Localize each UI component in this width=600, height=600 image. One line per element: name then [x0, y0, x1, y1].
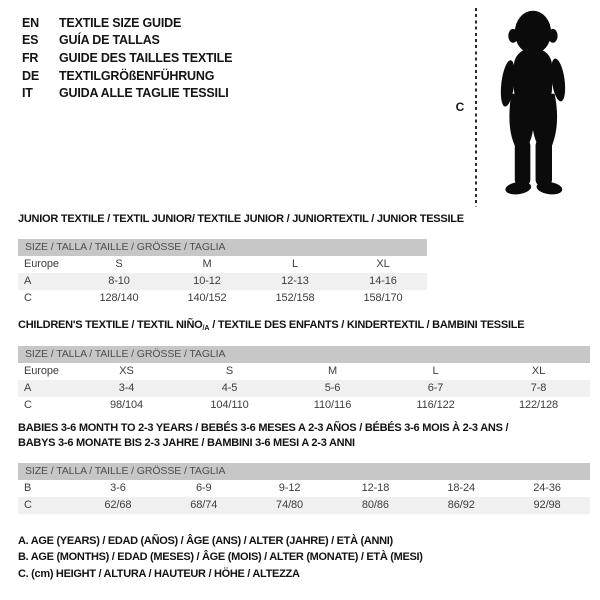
table-row — [18, 497, 590, 514]
babies-size-table-header: SIZE / TALLA / TAILLE / GRÖSSE / TAGLIA — [18, 463, 590, 480]
age-cell: 8-10 — [108, 275, 130, 287]
language-code: EN — [22, 15, 39, 30]
toddler-silhouette-image — [486, 9, 573, 208]
table-row — [18, 290, 427, 307]
size-cell: M — [327, 365, 338, 377]
table-row — [18, 480, 590, 497]
height-cell: 158/170 — [363, 292, 403, 304]
babies-section-title — [18, 421, 508, 451]
table-row — [18, 363, 590, 380]
language-title: GUIDA ALLE TAGLIE TESSILI — [59, 86, 229, 101]
row-label: B — [24, 482, 32, 494]
row-label: C — [24, 499, 32, 511]
language-row-de — [22, 67, 232, 85]
row-label: C — [24, 399, 32, 411]
children-size-table — [18, 346, 590, 414]
row-label: C — [24, 292, 32, 304]
size-cell: S — [225, 365, 234, 377]
footnote-c: C. (cm) HEIGHT / ALTURA / HAUTEUR / HÖHE / ALTEZZA — [18, 567, 300, 580]
height-dotted-line — [475, 8, 477, 207]
age-cell: 5-6 — [324, 382, 341, 394]
babies-title-line1: BABIES 3-6 MONTH TO 2-3 YEARS / BEBÉS 3-6 MESES A 2-3 AÑOS / BÉBÉS 3-6 MOIS À 2-3 ANS / — [18, 422, 509, 434]
height-cell: 68/74 — [190, 499, 218, 511]
language-row-en — [22, 14, 232, 32]
junior-size-table — [18, 239, 427, 307]
height-cell: 80/86 — [361, 499, 389, 511]
size-cell: XL — [376, 258, 390, 270]
language-title: GUIDE DES TAILLES TEXTILE — [59, 50, 233, 65]
size-cell: L — [291, 258, 299, 270]
row-label: A — [24, 275, 32, 287]
children-title-rest: / TEXTILE DES ENFANTS / KINDERTEXTIL / BAMBINI TESSILE — [209, 319, 525, 331]
language-code: ES — [22, 33, 39, 48]
language-title: TEXTILE SIZE GUIDE — [59, 15, 182, 30]
children-size-table-header: SIZE / TALLA / TAILLE / GRÖSSE / TAGLIA — [18, 346, 590, 363]
height-cell: 128/140 — [99, 292, 139, 304]
height-cell: 104/110 — [210, 399, 249, 411]
age-cell: 10-12 — [193, 275, 221, 287]
language-row-it — [22, 84, 232, 102]
row-label: A — [24, 382, 32, 394]
language-header — [22, 14, 232, 102]
language-code: FR — [22, 50, 39, 65]
height-cell: 62/68 — [104, 499, 132, 511]
language-row-es — [22, 32, 232, 50]
height-marker-label: C — [455, 100, 465, 114]
table-row — [18, 273, 427, 290]
footnote-a: A. AGE (YEARS) / EDAD (AÑOS) / ÂGE (ANS) / ALTER (JAHRE) / ETÀ (ANNI) — [18, 535, 393, 547]
language-title: TEXTILGRÖßENFÜHRUNG — [59, 68, 215, 83]
months-cell: 18-24 — [447, 482, 476, 494]
height-cell: 122/128 — [518, 399, 559, 411]
size-cell: XL — [531, 365, 546, 377]
language-title: GUÍA DE TALLAS — [59, 33, 160, 48]
height-cell: 86/92 — [447, 499, 475, 511]
height-cell: 92/98 — [533, 499, 561, 511]
age-cell: 3-4 — [118, 382, 135, 394]
age-cell: 6-7 — [427, 382, 444, 394]
height-cell: 140/152 — [187, 292, 227, 304]
babies-size-table — [18, 463, 590, 514]
footnotes — [18, 533, 423, 582]
age-cell: 12-13 — [281, 275, 309, 287]
months-cell: 12-18 — [361, 482, 390, 494]
months-cell: 3-6 — [110, 482, 126, 494]
months-cell: 9-12 — [278, 482, 301, 494]
age-cell: 14-16 — [369, 275, 397, 287]
months-cell: 24-36 — [533, 482, 561, 494]
table-row — [18, 397, 590, 414]
row-label: Europe — [24, 365, 59, 377]
size-cell: L — [432, 365, 439, 377]
size-cell: S — [115, 258, 123, 270]
babies-title-line2: BABYS 3-6 MONATE BIS 2-3 JAHRE / BAMBINI 3-6 MESI A 2-3 ANNI — [18, 437, 355, 449]
age-cell: 7-8 — [530, 382, 547, 394]
table-row — [18, 256, 427, 273]
language-row-fr — [22, 49, 232, 67]
children-title-subscript: /A — [202, 325, 210, 332]
language-code: DE — [22, 68, 39, 83]
size-cell: M — [202, 258, 212, 270]
age-cell: 4-5 — [221, 382, 238, 394]
height-cell: 152/158 — [275, 292, 315, 304]
junior-size-table-header: SIZE / TALLA / TAILLE / GRÖSSE / TAGLIA — [18, 239, 427, 256]
height-cell: 98/104 — [109, 399, 144, 411]
junior-section-title: JUNIOR TEXTILE / TEXTIL JUNIOR/ TEXTILE JUNIOR / JUNIORTEXTIL / JUNIOR TESSILE — [18, 213, 464, 225]
months-cell: 6-9 — [195, 482, 212, 494]
height-cell: 74/80 — [276, 499, 304, 511]
language-code: IT — [22, 86, 33, 101]
table-row — [18, 380, 590, 397]
height-cell: 116/122 — [416, 399, 455, 411]
children-title-main: CHILDREN'S TEXTILE / TEXTIL NIÑO — [18, 319, 203, 331]
size-cell: XS — [119, 365, 134, 377]
children-section-title — [18, 319, 524, 332]
footnote-b: B. AGE (MONTHS) / EDAD (MESES) / ÂGE (MOIS) / ALTER (MONATE) / ETÀ (MESI) — [18, 551, 423, 564]
row-label: Europe — [24, 258, 59, 270]
height-cell: 110/116 — [313, 399, 352, 411]
